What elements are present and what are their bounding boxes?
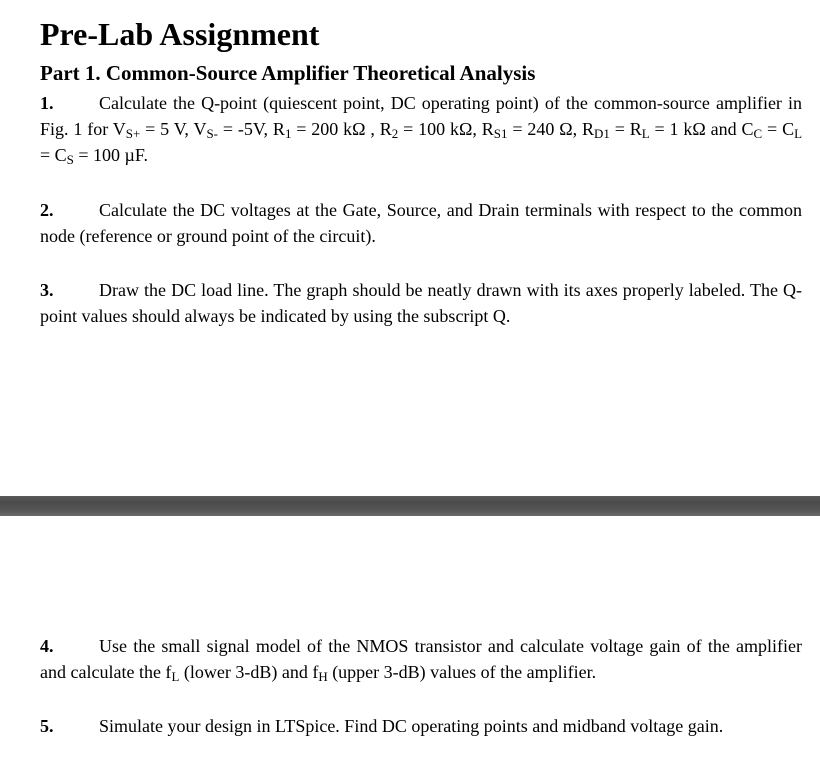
question-4: [40, 633, 802, 685]
question-number: 3.: [40, 280, 54, 300]
question-text: (upper 3-dB) values of the amplifier.: [327, 662, 597, 682]
param-cl: $C_L$ =: [40, 119, 803, 165]
subscript-h: H: [318, 669, 328, 685]
question-number: 5.: [40, 716, 54, 736]
param-vs-minus: $V_{S-} = -5V$,: [193, 119, 273, 142]
param-r2: $R_2 = 100$ kΩ,: [379, 119, 482, 142]
param-vs-plus: $V_{S+} = 5$ V,: [112, 119, 194, 142]
question-text: Calculate the Q-point (quiescent point, DC operating point) of the common-source amplifier in Fig. 1 for: [40, 93, 802, 139]
page-divider: [0, 496, 820, 516]
param-cs: $C_S = 100$ µF.: [54, 145, 148, 168]
param-rl: $R_L = 1$ kΩ and: [629, 119, 742, 142]
param-rs1: $R_{S1} = 240$ Ω,: [481, 119, 582, 142]
param-cc: $C_C$ =: [741, 119, 783, 142]
question-5: [40, 713, 802, 739]
question-number: 1.: [40, 93, 54, 113]
question-1: [40, 90, 802, 168]
question-text: Use the small signal model of the NMOS transistor and calculate voltage gain of the amplifier and calculate the f: [40, 636, 802, 682]
param-r1: $R_1 = 200$ kΩ ,: [272, 119, 380, 142]
question-number: 4.: [40, 636, 54, 656]
param-rd1: $R_{D1}$ =: [581, 119, 630, 142]
part-heading: Part 1. Common-Source Amplifier Theoretical Analysis: [40, 61, 536, 85]
subscript-l: L: [171, 669, 180, 685]
question-number: 2.: [40, 200, 54, 220]
question-text: (lower 3-dB) and f: [179, 662, 319, 682]
question-2: [40, 197, 802, 249]
question-3: [40, 277, 802, 329]
question-text: Draw the DC load line. The graph should be neatly drawn with its axes properly labeled. The Q-point values should always be indicated by using the subscript Q.: [40, 280, 802, 326]
question-text: Simulate your design in LTSpice. Find DC operating points and midband voltage gain.: [99, 716, 724, 736]
question-text: Calculate the DC voltages at the Gate, Source, and Drain terminals with respect to the common node (reference or ground point of the circuit).: [40, 200, 802, 246]
page-title: Pre-Lab Assignment: [40, 16, 320, 52]
